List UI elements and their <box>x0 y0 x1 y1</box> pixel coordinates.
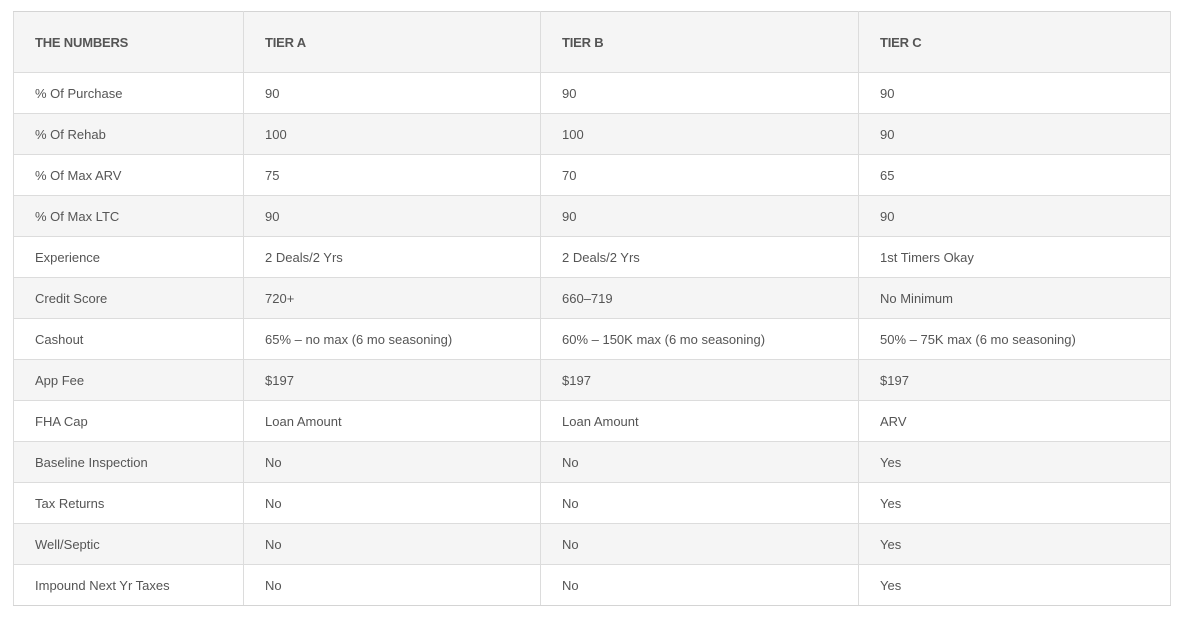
tier-b-cell: 60% – 150K max (6 mo seasoning) <box>541 319 859 360</box>
tier-b-cell: 90 <box>541 73 859 114</box>
table-row <box>14 360 1171 401</box>
table-row <box>14 155 1171 196</box>
tier-a-cell: 90 <box>244 196 541 237</box>
tier-a-cell: Loan Amount <box>244 401 541 442</box>
tier-c-cell: Yes <box>859 442 1171 483</box>
table-row <box>14 278 1171 319</box>
tier-b-cell: 2 Deals/2 Yrs <box>541 237 859 278</box>
table-row <box>14 319 1171 360</box>
header-row <box>14 12 1171 73</box>
table-row <box>14 73 1171 114</box>
comparison-table-container <box>13 11 1170 606</box>
tier-b-cell: 90 <box>541 196 859 237</box>
header-tier-a: TIER A <box>244 12 541 73</box>
row-label: App Fee <box>14 360 244 401</box>
tier-c-cell: 1st Timers Okay <box>859 237 1171 278</box>
tier-b-cell: No <box>541 565 859 606</box>
tier-b-cell: No <box>541 524 859 565</box>
tier-c-cell: 90 <box>859 114 1171 155</box>
tier-a-cell: $197 <box>244 360 541 401</box>
tier-a-cell: No <box>244 565 541 606</box>
table-body <box>14 73 1171 606</box>
tier-c-cell: 65 <box>859 155 1171 196</box>
tier-c-cell: 90 <box>859 73 1171 114</box>
row-label: Tax Returns <box>14 483 244 524</box>
tier-b-cell: Loan Amount <box>541 401 859 442</box>
tier-c-cell: Yes <box>859 565 1171 606</box>
tier-c-cell: ARV <box>859 401 1171 442</box>
row-label: Credit Score <box>14 278 244 319</box>
table-header <box>14 12 1171 73</box>
table-row <box>14 524 1171 565</box>
table-row <box>14 483 1171 524</box>
row-label: Cashout <box>14 319 244 360</box>
header-tier-c: TIER C <box>859 12 1171 73</box>
tier-a-cell: No <box>244 442 541 483</box>
row-label: Baseline Inspection <box>14 442 244 483</box>
tier-a-cell: 75 <box>244 155 541 196</box>
loan-tier-comparison-table <box>13 11 1171 606</box>
table-row <box>14 114 1171 155</box>
tier-a-cell: 100 <box>244 114 541 155</box>
table-row <box>14 401 1171 442</box>
table-row <box>14 196 1171 237</box>
table-row <box>14 565 1171 606</box>
tier-b-cell: $197 <box>541 360 859 401</box>
tier-a-cell: No <box>244 483 541 524</box>
tier-a-cell: 720+ <box>244 278 541 319</box>
tier-a-cell: No <box>244 524 541 565</box>
tier-c-cell: $197 <box>859 360 1171 401</box>
tier-a-cell: 90 <box>244 73 541 114</box>
tier-c-cell: Yes <box>859 483 1171 524</box>
tier-c-cell: No Minimum <box>859 278 1171 319</box>
tier-a-cell: 65% – no max (6 mo seasoning) <box>244 319 541 360</box>
header-the-numbers: THE NUMBERS <box>14 12 244 73</box>
row-label: FHA Cap <box>14 401 244 442</box>
tier-b-cell: No <box>541 483 859 524</box>
tier-b-cell: 660–719 <box>541 278 859 319</box>
row-label: % Of Rehab <box>14 114 244 155</box>
tier-c-cell: 90 <box>859 196 1171 237</box>
row-label: % Of Max LTC <box>14 196 244 237</box>
row-label: % Of Purchase <box>14 73 244 114</box>
tier-b-cell: No <box>541 442 859 483</box>
tier-b-cell: 70 <box>541 155 859 196</box>
tier-c-cell: 50% – 75K max (6 mo seasoning) <box>859 319 1171 360</box>
tier-b-cell: 100 <box>541 114 859 155</box>
header-tier-b: TIER B <box>541 12 859 73</box>
tier-a-cell: 2 Deals/2 Yrs <box>244 237 541 278</box>
row-label: Well/Septic <box>14 524 244 565</box>
tier-c-cell: Yes <box>859 524 1171 565</box>
table-row <box>14 237 1171 278</box>
table-row <box>14 442 1171 483</box>
row-label: Impound Next Yr Taxes <box>14 565 244 606</box>
row-label: % Of Max ARV <box>14 155 244 196</box>
row-label: Experience <box>14 237 244 278</box>
